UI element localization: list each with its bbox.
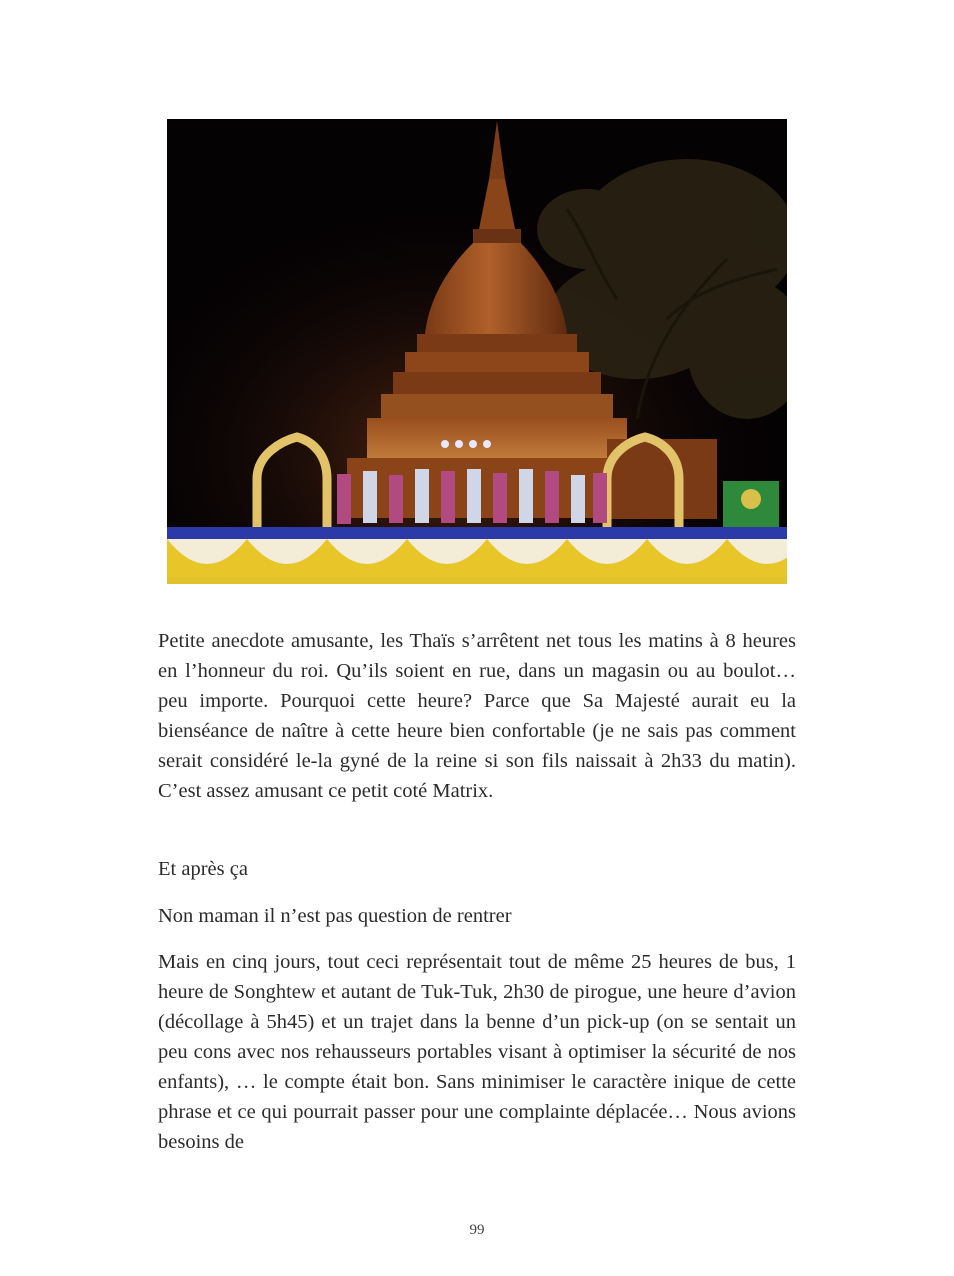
paragraph-maman: Non maman il n’est pas question de rentrer: [158, 905, 512, 927]
photo-illustration: [167, 119, 787, 584]
page-number: 99: [469, 1222, 485, 1238]
temple-night-dance-photo: [167, 119, 787, 584]
paragraph-travel: Mais en cinq jours, tout ceci représentait tout de même 25 heures de bus, 1 heure de Songhtew et autant de Tuk-Tuk, 2h30 de pirogue, une heure d’avion (décollage à 5h45) et un trajet dans la benne d’un pick-up (on se sentait un peu cons avec nos rehausseurs portables visant à optimiser la sécurité de nos enfants), … le compte était bon. Sans minimiser le caractère inique de cette phrase et ce qui pourrait passer pour une complainte déplacée… Nous avions besoins de: [158, 951, 796, 1153]
paragraph-after: Et après ça: [158, 858, 248, 880]
paragraph-anecdote: Petite anecdote amusante, les Thaïs s’arrêtent net tous les matins à 8 heures en l’honneur du roi. Qu’ils soient en rue, dans un magasin ou au boulot… peu importe. Pourquoi cette heure? Parce que Sa Majesté aurait eu la bienséance de naître à cette heure bien confortable (je ne sais pas comment serait considéré le-la gyné de la reine si son fils naissait à 2h33 du matin). C’est assez amusant ce petit coté Matrix.: [158, 630, 796, 802]
